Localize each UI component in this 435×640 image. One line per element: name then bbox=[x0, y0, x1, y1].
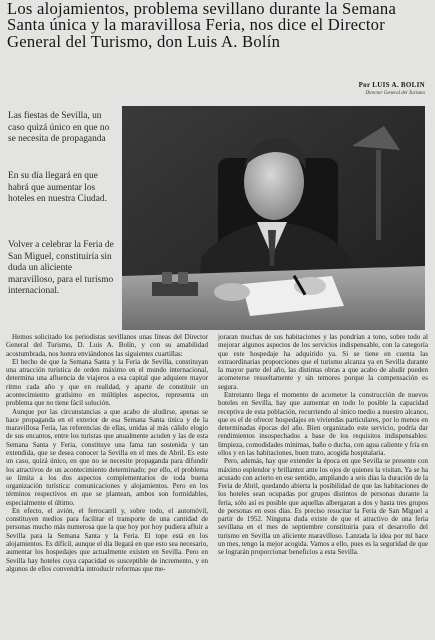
pull-quote-2 bbox=[8, 171, 114, 206]
pull-quote-text: Las fiestas de Sevilla, un caso quizá único en que no se necesita de propaganda bbox=[8, 111, 110, 145]
body-column-right bbox=[218, 333, 428, 557]
article-headline: Los alojamientos, problema sevillano durante la Semana Santa única y la maravillosa Feria, nos dice el Director General del Turismo, don Luis A. Bolín bbox=[7, 0, 397, 51]
byline-role: Director General del Turismo bbox=[365, 91, 425, 96]
body-paragraph: Hemos solicitado los periodistas sevillanos unas líneas del Director General del Turismo, D. Luis A. Bolín, y con su amabilidad acostumbrada, nos honra enviándonos las siguientes cuartillas: bbox=[6, 333, 208, 358]
byline-author: Por LUIS A. BOLIN bbox=[358, 81, 425, 89]
pull-quote-text: En su día llegará en que habrá que aumentar los hoteles en nuestra Ciudad. bbox=[8, 171, 107, 205]
photo-illustration bbox=[122, 106, 425, 330]
body-paragraph: Pero, además, hay que extender la época en que Sevilla se presente con máximo esplendor y brillantez ante los ojos de quienes la visitan. Ya se ha acusado con acierto en ese sentido, ampliando a seis días la duración de la Feria de Abril, quedando abierta la posibilidad de que las habitaciones de los hoteles sean ocupadas por grupos distintos de personas durante la feria, sólo así es posible que aquellas albergaran a dos y hasta tres grupos de personas en esos días. Es preciso resucitar la Feria de San Miguel a partir de 1952. Ninguna duda existe de que el atractivo de una feria sevillana en el mes de septiembre constituiría para el desarrollo del turismo en Sevilla un aliciente maravilloso. Lanzada la idea por mí hace un mes, tengo la mejor acogida. Vamos a ello, pues es la seguridad de que se lograrán proporcionar beneficios a esta Sevilla. bbox=[218, 457, 428, 557]
body-paragraph: En efecto, el avión, el ferrocarril y, sobre todo, el automóvil, constituyen medios para facilitar el transporte de una cantidad de personas mucho más numerosa que la que hoy por hoy pudiera afluir a Sevilla para la Semana Santa y la Feria. El tope está en los alojamientos. Es difícil, aunque el día llegará en que esto sea necesario, aumentar los hospedajes que actualmente existen en Sevilla. Pero en Sevilla hay hoteles cuya capacidad es susceptible de incremento, y en algunos de ellos convendría introducir reformas que me- bbox=[6, 506, 208, 573]
byline bbox=[359, 81, 425, 97]
body-paragraph: joraran muchas de sus habitaciones y las pondrían a tono, sobre todo al mejorar algunos aspectos de los servicios indispensable, con la categoría que este hospedaje ha adquirido ya. Si se tiene en cuenta las extraordinarias proporciones que el turismo alcanza ya en Sevilla durante la mayor parte del año, las distintas obras a que acabo de aludir pueden acometerse resueltamente y sin temores porque la compensación es segura. bbox=[218, 333, 428, 391]
body-paragraph: Aunque por las circunstancias a que acabo de aludirse, apenas se hace propaganda en el exterior de esa Semana Santa única y de la maravillosa Feria, las referencias de ellas, unidas al más cálido elogio de sus encantos, entre los turistas que anualmente acuden y las de esta Semana Santa y Feria, constituye una fama tan sostenida y tan extendida, que se desea conocer la Sevilla en el mes de Abril. Es este un caso, quizá único, en que no se necesite propaganda para difundir los atractivos de un acontecimiento determinado; por ello, el problema se limita a los dos aspectos complementarios de toda buena organización turística: comunicaciones y alojamientos. Pero en los términos respectivos en que se plantean, ambos son formidables, especialmente el último. bbox=[6, 407, 208, 507]
body-paragraph: El hecho de que la Semana Santa y la Feria de Sevilla, constituyan una atracción turística de orden máximo en el mundo internacional, determina una afluencia de viajeros a esa capital que adquiere mayor ritmo cada año y que en realidad, y aparte de constituir un acontecimiento gratísimo en múltiples aspectos, representa un problema que no tiene fácil solución. bbox=[6, 357, 208, 408]
pull-quote-3 bbox=[8, 240, 114, 298]
body-column-left bbox=[6, 333, 208, 573]
pull-quote-1 bbox=[8, 111, 114, 146]
body-paragraph: Entretanto llega el momento de acometer la construcción de nuevos hoteles en Sevilla, hay que aumentar en todo lo posible la capacidad receptiva de esta población, recurriendo al único medio a nuestro alcance, que es el de ofrecer hospedajes en viviendas particulares, por lo menos en determinadas épocas del año. Bien organizado este servicio, podría dar rendimientos insospechados a base de los requisitos indispensables: limpieza, comodidades mínimas, baño o ducha, con agua caliente y fría en ellos y en las habitaciones, buen trato, acogida hospitalaria. bbox=[218, 390, 428, 457]
author-photo bbox=[122, 106, 425, 330]
pull-quote-text: Volver a celebrar la Feria de San Miguel, constituiría sin duda un aliciente maravilloso, para el turismo internacional. bbox=[8, 240, 114, 297]
